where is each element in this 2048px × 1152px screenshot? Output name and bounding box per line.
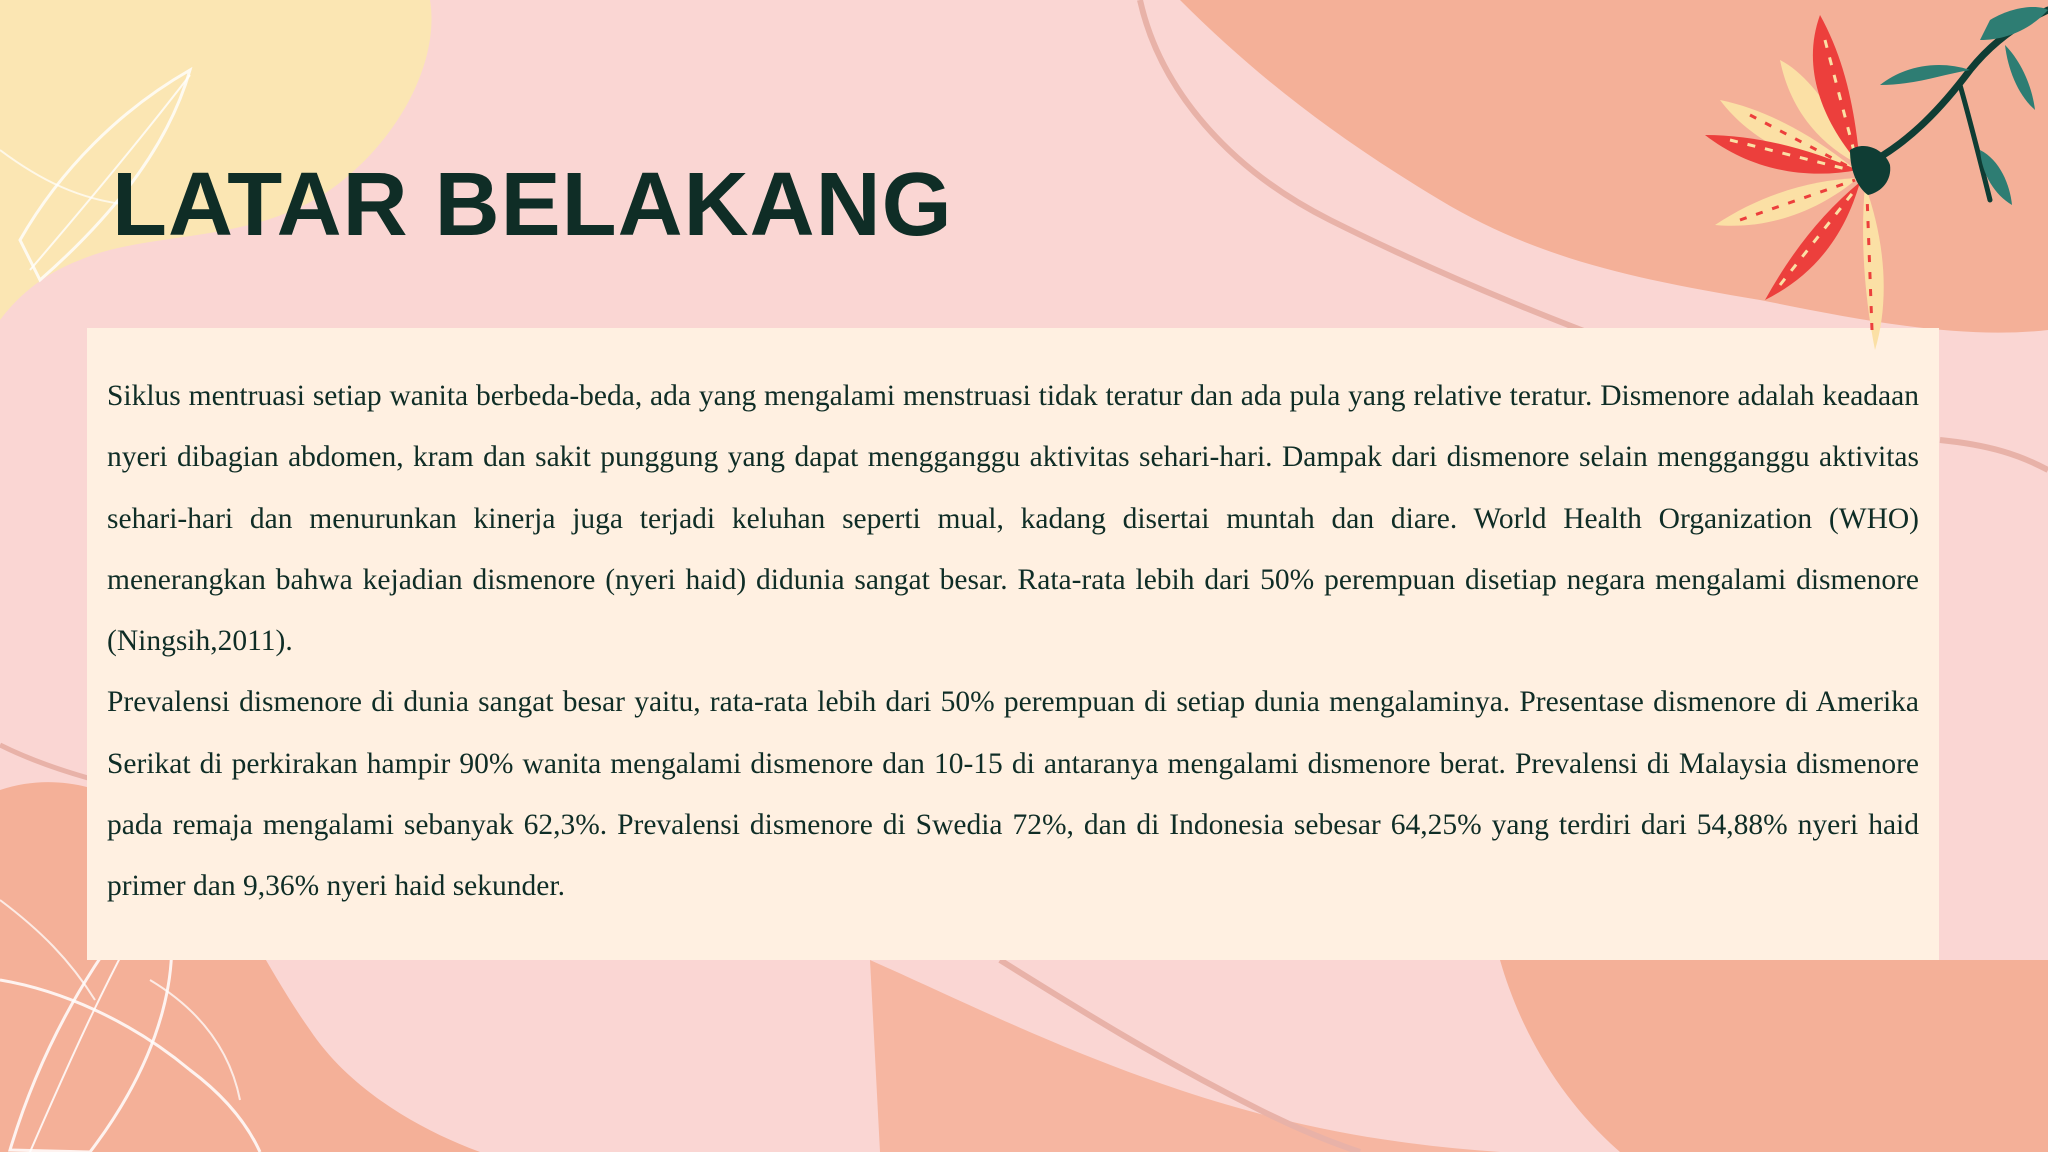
paragraph-2: Prevalensi dismenore di dunia sangat besar yaitu, rata-rata lebih dari 50% perempuan di setiap dunia mengalaminya. Presentase dismenore di Amerika Serikat di perkirakan hampir 90% wanita mengalami dismenore dan 10-15 di antaranya mengalami dismenore berat. Prevalensi di Malaysia dismenore pada remaja mengalami sebanyak 62,3%. Prevalensi dismenore di Swedia 72%, dan di Indonesia sebesar 64,25% yang terdiri dari 54,88% nyeri haid primer dan 9,36% nyeri haid sekunder. xyxy=(107,686,1919,903)
content-box xyxy=(87,328,1939,960)
slide-title: LATAR BELAKANG xyxy=(112,155,953,255)
paragraph-1: Siklus mentruasi setiap wanita berbeda-beda, ada yang mengalami menstruasi tidak teratur dan ada pula yang relative teratur. Dismenore adalah keadaan nyeri dibagian abdomen, kram dan sakit punggung yang dapat mengganggu aktivitas sehari-hari. Dampak dari dismenore selain mengganggu aktivitas sehari-hari dan menurunkan kinerja juga terjadi keluhan seperti mual, kadang disertai muntah dan diare. World Health Organization (WHO) menerangkan bahwa kejadian dismenore (nyeri haid) didunia sangat besar. Rata-rata lebih dari 50% perempuan disetiap negara mengalami dismenore (Ningsih,2011). xyxy=(107,380,1919,658)
flower-icon xyxy=(1660,0,2048,360)
